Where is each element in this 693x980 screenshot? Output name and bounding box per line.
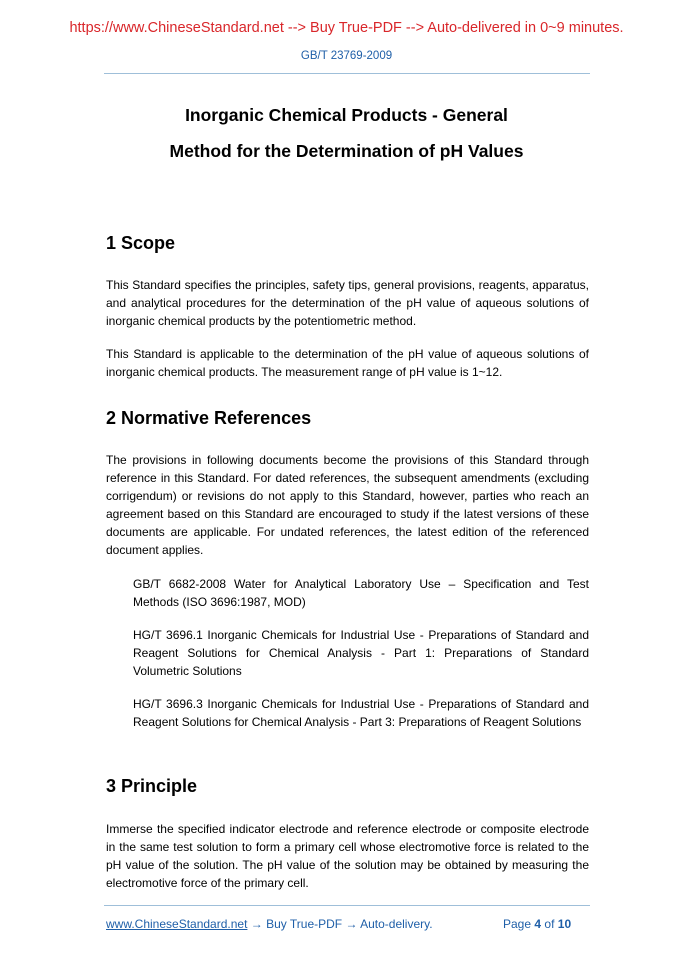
top-banner-link[interactable]: https://www.ChineseStandard.net --> Buy True-PDF --> Auto-delivered in 0~9 minutes.: [69, 20, 624, 36]
scope-paragraph-1: This Standard specifies the principles, safety tips, general provisions, reagents, apparatus, and analytical procedures for the determination of the pH value of aqueous solutions of inorganic chemical products by the potentiometric method.: [106, 278, 589, 328]
doc-title-line-1: Inorganic Chemical Products - General: [185, 105, 508, 125]
normative-paragraph: The provisions in following documents become the provisions of this Standard through reference in this Standard. For dated references, the subsequent amendments (excluding corrigendum) or revisions do not apply to this Standard, however, parties who reach an agreement based on this Standard are encouraged to study if the latest versions of these documents are applicable. For undated references, the latest edition of the referenced document applies.: [106, 453, 589, 557]
footer-site-link[interactable]: www.ChineseStandard.net: [106, 917, 248, 931]
current-page-number: 4: [534, 917, 542, 931]
scope-paragraph-2: This Standard is applicable to the determination of the pH value of aqueous solutions of inorganic chemical products. The measurement range of pH value is 1~12.: [106, 347, 589, 379]
page-indicator: [503, 917, 571, 931]
of-word: of: [544, 917, 555, 931]
principle-paragraph: Immerse the specified indicator electrode and reference electrode or composite electrode in the same test solution to form a primary cell whose electromotive force is related to the pH value of the solution. The pH value of the solution may be obtained by measuring the electromotive force of the primary cell.: [106, 822, 589, 890]
reference-item-gbt-6682: GB/T 6682-2008 Water for Analytical Laboratory Use – Specification and Test Methods (ISO 3696:1987, MOD): [133, 577, 589, 609]
reference-item-hgt-3696-3: HG/T 3696.3 Inorganic Chemicals for Industrial Use - Preparations of Standard and Reagent Solutions for Chemical Analysis - Part 3: Preparations of Reagent Solutions: [133, 697, 589, 729]
section-heading-principle: 3 Principle: [106, 776, 198, 796]
page-word: Page: [503, 917, 532, 931]
section-heading-scope: 1 Scope: [106, 233, 176, 253]
section-heading-normative-references: 2 Normative References: [106, 408, 312, 428]
footer-promo: [106, 917, 433, 931]
total-pages: 10: [557, 917, 572, 931]
reference-item-hgt-3696-1: HG/T 3696.1 Inorganic Chemicals for Industrial Use - Preparations of Standard and Reagent Solutions for Chemical Analysis - Part 1: Preparations of Standard Volumetric Solutions: [133, 628, 589, 678]
doc-title-line-2: Method for the Determination of pH Values: [169, 141, 524, 161]
standard-code: GB/T 23769-2009: [300, 50, 393, 62]
footer-divider: [104, 905, 590, 906]
header-divider: [104, 73, 590, 74]
footer-promo-text: → Buy True-PDF → Auto-delivery.: [247, 917, 433, 931]
